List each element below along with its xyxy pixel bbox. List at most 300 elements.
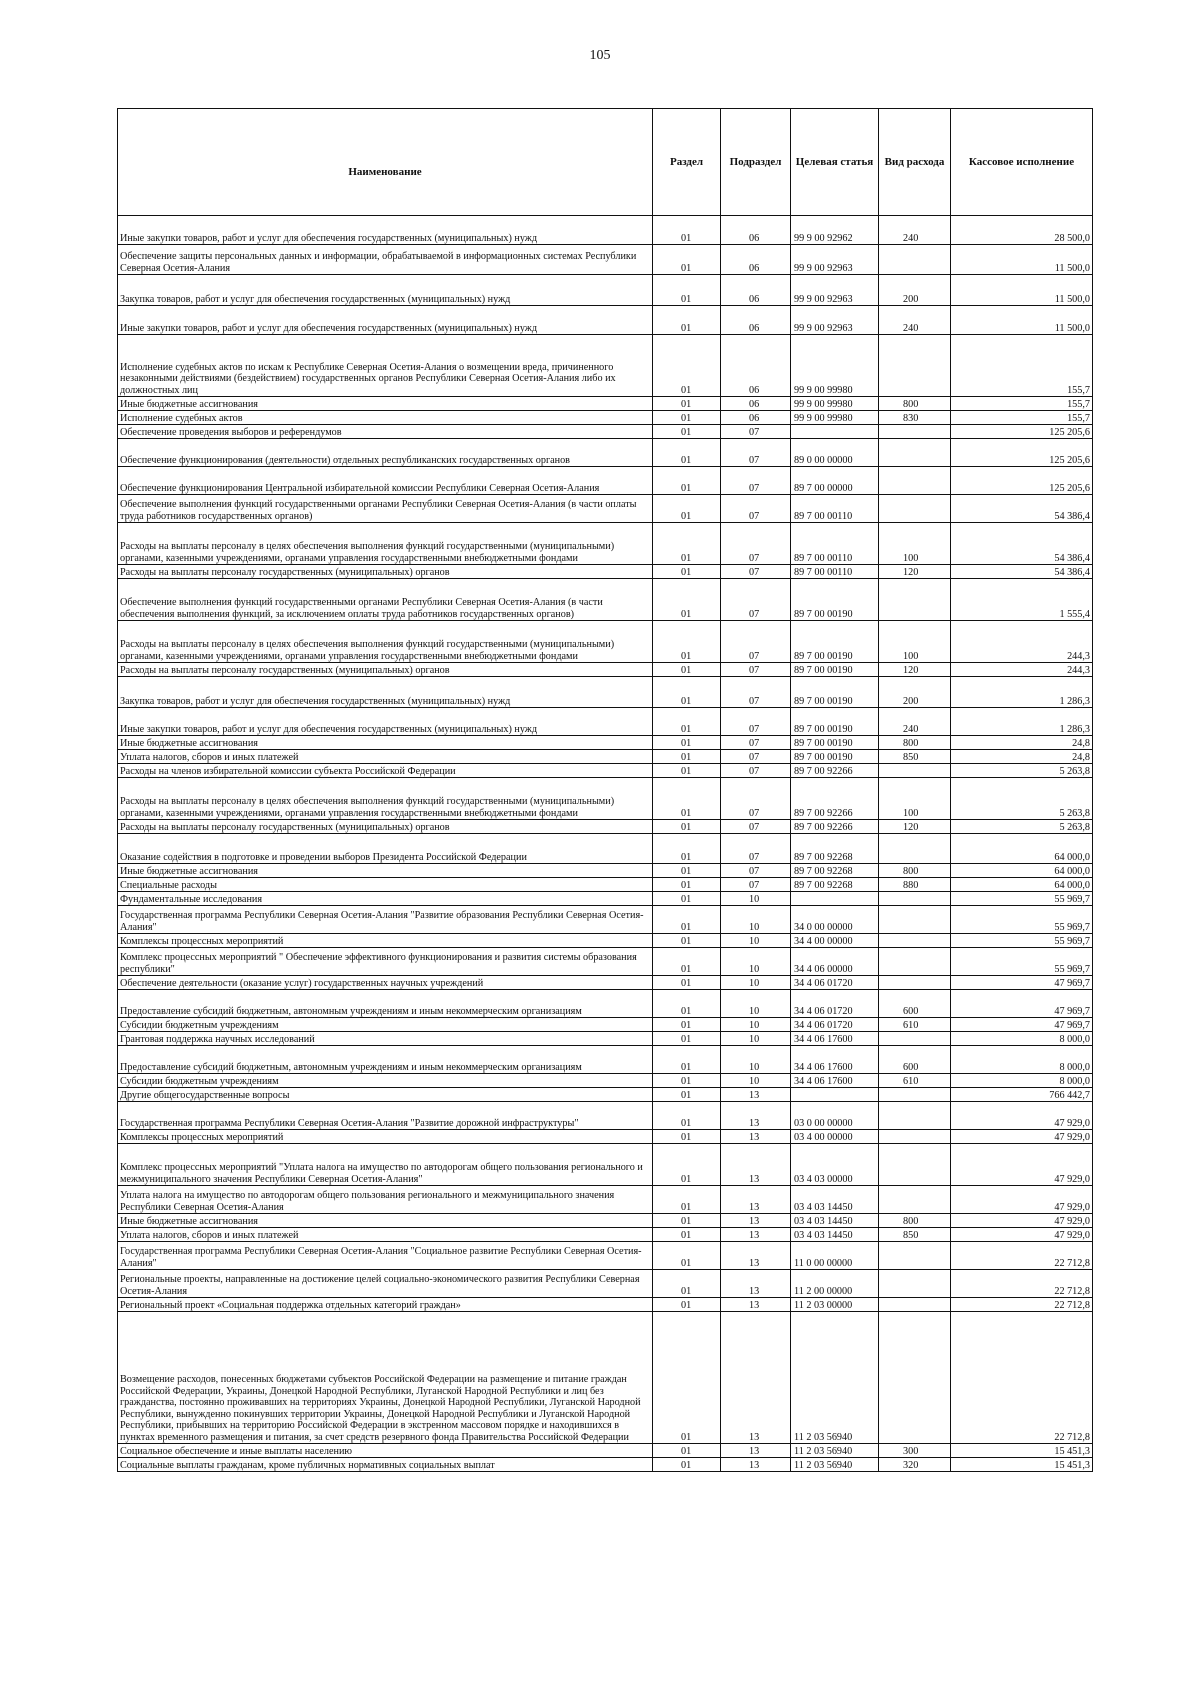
row-section: 01 [653, 467, 721, 495]
row-name: Обеспечение проведения выборов и референдумов [118, 425, 653, 439]
header-target: Целевая статья [791, 109, 879, 216]
row-amount: 11 500,0 [951, 306, 1093, 335]
row-amount: 22 712,8 [951, 1298, 1093, 1312]
row-subsection: 07 [721, 820, 791, 834]
table-row [118, 1270, 1093, 1298]
row-name: Другие общегосударственные вопросы [118, 1088, 653, 1102]
row-subsection: 13 [721, 1298, 791, 1312]
table-row [118, 834, 1093, 864]
row-subsection: 07 [721, 663, 791, 677]
row-subsection: 13 [721, 1130, 791, 1144]
row-vid [879, 892, 951, 906]
row-subsection: 10 [721, 976, 791, 990]
row-target: 03 4 00 00000 [791, 1130, 879, 1144]
row-section: 01 [653, 1074, 721, 1088]
row-target: 99 9 00 92962 [791, 216, 879, 245]
row-subsection: 06 [721, 306, 791, 335]
row-target: 03 0 00 00000 [791, 1102, 879, 1130]
row-vid: 100 [879, 523, 951, 565]
row-subsection: 07 [721, 708, 791, 736]
row-section: 01 [653, 764, 721, 778]
row-vid [879, 495, 951, 523]
row-subsection: 07 [721, 439, 791, 467]
row-subsection: 07 [721, 565, 791, 579]
row-vid [879, 948, 951, 976]
row-target: 89 7 00 00110 [791, 523, 879, 565]
table-row [118, 1144, 1093, 1186]
row-target: 11 2 03 56940 [791, 1312, 879, 1444]
row-target: 89 7 00 92266 [791, 820, 879, 834]
row-section: 01 [653, 663, 721, 677]
row-amount: 54 386,4 [951, 495, 1093, 523]
row-section: 01 [653, 216, 721, 245]
row-vid [879, 934, 951, 948]
row-section: 01 [653, 1458, 721, 1472]
row-name: Расходы на членов избирательной комиссии субъекта Российской Федерации [118, 764, 653, 778]
row-section: 01 [653, 1242, 721, 1270]
row-section: 01 [653, 934, 721, 948]
table-row [118, 621, 1093, 663]
table-row [118, 411, 1093, 425]
row-subsection: 13 [721, 1186, 791, 1214]
row-section: 01 [653, 906, 721, 934]
table-row [118, 1074, 1093, 1088]
row-amount: 11 500,0 [951, 275, 1093, 306]
row-vid [879, 1102, 951, 1130]
row-vid: 800 [879, 736, 951, 750]
row-target: 89 7 00 00190 [791, 579, 879, 621]
row-name: Расходы на выплаты персоналу в целях обеспечения выполнения функций государственными (муниципальными) органами, казенными учреждениями, органами управления государственными внебюджетными фондами [118, 778, 653, 820]
row-name: Уплата налогов, сборов и иных платежей [118, 1228, 653, 1242]
row-section: 01 [653, 778, 721, 820]
row-target [791, 425, 879, 439]
row-amount: 15 451,3 [951, 1444, 1093, 1458]
row-amount: 125 205,6 [951, 439, 1093, 467]
row-amount: 64 000,0 [951, 878, 1093, 892]
row-target: 03 4 03 00000 [791, 1144, 879, 1186]
row-name: Субсидии бюджетным учреждениям [118, 1018, 653, 1032]
row-name: Иные закупки товаров, работ и услуг для обеспечения государственных (муниципальных) нужд [118, 708, 653, 736]
header-section: Раздел [653, 109, 721, 216]
row-vid: 850 [879, 1228, 951, 1242]
row-target: 03 4 03 14450 [791, 1186, 879, 1214]
row-name: Обеспечение защиты персональных данных и информации, обрабатываемой в информационных системах Республики Северная Осетия-Алания [118, 245, 653, 275]
row-target: 99 9 00 99980 [791, 335, 879, 397]
row-name: Исполнение судебных актов по искам к Республике Северная Осетия-Алания о возмещении вреда, причиненного незаконными действиями (бездействием) государственных органов Республики Северная Осетия-Алания либо их должностных лиц [118, 335, 653, 397]
row-subsection: 06 [721, 335, 791, 397]
row-subsection: 07 [721, 778, 791, 820]
row-amount: 8 000,0 [951, 1032, 1093, 1046]
row-section: 01 [653, 820, 721, 834]
table-row [118, 1298, 1093, 1312]
row-amount: 766 442,7 [951, 1088, 1093, 1102]
row-section: 01 [653, 523, 721, 565]
row-subsection: 07 [721, 523, 791, 565]
row-target [791, 1088, 879, 1102]
row-subsection: 10 [721, 934, 791, 948]
row-target: 99 9 00 92963 [791, 275, 879, 306]
row-subsection: 07 [721, 677, 791, 708]
table-row [118, 906, 1093, 934]
row-amount: 22 712,8 [951, 1242, 1093, 1270]
row-amount: 5 263,8 [951, 778, 1093, 820]
row-subsection: 06 [721, 216, 791, 245]
table-row [118, 864, 1093, 878]
row-name: Обеспечение функционирования Центральной избирательной комиссии Республики Северная Осетия-Алания [118, 467, 653, 495]
row-amount: 22 712,8 [951, 1270, 1093, 1298]
row-target [791, 892, 879, 906]
row-section: 01 [653, 397, 721, 411]
row-section: 01 [653, 306, 721, 335]
row-name: Иные бюджетные ассигнования [118, 736, 653, 750]
row-name: Государственная программа Республики Северная Осетия-Алания "Развитие образования Республики Северная Осетия-Алания" [118, 906, 653, 934]
row-target: 03 4 03 14450 [791, 1228, 879, 1242]
table-row [118, 467, 1093, 495]
row-vid: 850 [879, 750, 951, 764]
row-section: 01 [653, 990, 721, 1018]
row-target: 89 7 00 92268 [791, 878, 879, 892]
row-subsection: 10 [721, 990, 791, 1018]
row-target: 89 7 00 92266 [791, 778, 879, 820]
row-name: Комплексы процессных мероприятий [118, 934, 653, 948]
row-target: 99 9 00 92963 [791, 245, 879, 275]
row-vid [879, 1242, 951, 1270]
row-section: 01 [653, 579, 721, 621]
row-subsection: 07 [721, 621, 791, 663]
row-name: Социальные выплаты гражданам, кроме публичных нормативных социальных выплат [118, 1458, 653, 1472]
header-subsection: Подраздел [721, 109, 791, 216]
row-amount: 47 929,0 [951, 1186, 1093, 1214]
row-vid [879, 764, 951, 778]
table-row [118, 892, 1093, 906]
row-subsection: 07 [721, 467, 791, 495]
row-vid: 200 [879, 677, 951, 708]
row-section: 01 [653, 1444, 721, 1458]
table-row [118, 1032, 1093, 1046]
table-row [118, 1018, 1093, 1032]
row-name: Закупка товаров, работ и услуг для обеспечения государственных (муниципальных) нужд [118, 677, 653, 708]
row-section: 01 [653, 1298, 721, 1312]
row-section: 01 [653, 677, 721, 708]
row-name: Обеспечение выполнения функций государственными органами Республики Северная Осетия-Алания (в части оплаты труда работников государственных органов) [118, 495, 653, 523]
row-amount: 155,7 [951, 397, 1093, 411]
table-row [118, 1102, 1093, 1130]
table-row [118, 306, 1093, 335]
row-subsection: 07 [721, 750, 791, 764]
row-amount: 47 929,0 [951, 1214, 1093, 1228]
row-vid [879, 467, 951, 495]
row-name: Уплата налогов, сборов и иных платежей [118, 750, 653, 764]
row-vid: 120 [879, 565, 951, 579]
row-subsection: 07 [721, 495, 791, 523]
table-row [118, 1242, 1093, 1270]
table-row [118, 878, 1093, 892]
row-name: Обеспечение деятельности (оказание услуг) государственных научных учреждений [118, 976, 653, 990]
table-row [118, 1312, 1093, 1444]
row-name: Субсидии бюджетным учреждениям [118, 1074, 653, 1088]
row-target: 34 4 06 17600 [791, 1032, 879, 1046]
row-target: 89 7 00 92268 [791, 834, 879, 864]
row-section: 01 [653, 892, 721, 906]
table-row [118, 736, 1093, 750]
table-row [118, 245, 1093, 275]
row-name: Расходы на выплаты персоналу в целях обеспечения выполнения функций государственными (муниципальными) органами, казенными учреждениями, органами управления государственными внебюджетными фондами [118, 621, 653, 663]
row-name: Иные бюджетные ассигнования [118, 864, 653, 878]
row-subsection: 10 [721, 892, 791, 906]
budget-execution-table [117, 108, 1093, 1472]
row-target: 89 7 00 00190 [791, 736, 879, 750]
row-name: Уплата налога на имущество по автодорогам общего пользования регионального и межмуниципального значения Республики Северная Осетия-Алания [118, 1186, 653, 1214]
row-vid: 240 [879, 306, 951, 335]
row-amount: 28 500,0 [951, 216, 1093, 245]
row-subsection: 07 [721, 425, 791, 439]
row-vid: 120 [879, 820, 951, 834]
row-section: 01 [653, 439, 721, 467]
row-subsection: 06 [721, 275, 791, 306]
table-body [118, 216, 1093, 1472]
table-row [118, 820, 1093, 834]
row-target: 11 2 03 56940 [791, 1444, 879, 1458]
row-name: Исполнение судебных актов [118, 411, 653, 425]
row-subsection: 07 [721, 579, 791, 621]
row-subsection: 13 [721, 1312, 791, 1444]
row-subsection: 07 [721, 834, 791, 864]
row-vid [879, 335, 951, 397]
row-target: 89 0 00 00000 [791, 439, 879, 467]
row-name: Расходы на выплаты персоналу государственных (муниципальных) органов [118, 820, 653, 834]
row-subsection: 07 [721, 878, 791, 892]
table-row [118, 976, 1093, 990]
row-amount: 55 969,7 [951, 906, 1093, 934]
row-vid: 100 [879, 778, 951, 820]
row-vid [879, 1032, 951, 1046]
row-section: 01 [653, 736, 721, 750]
row-name: Расходы на выплаты персоналу государственных (муниципальных) органов [118, 663, 653, 677]
row-target: 34 4 00 00000 [791, 934, 879, 948]
row-vid [879, 1088, 951, 1102]
row-vid [879, 1130, 951, 1144]
row-vid: 610 [879, 1074, 951, 1088]
row-name: Комплексы процессных мероприятий [118, 1130, 653, 1144]
row-subsection: 13 [721, 1444, 791, 1458]
row-target: 99 9 00 92963 [791, 306, 879, 335]
row-amount: 11 500,0 [951, 245, 1093, 275]
row-vid [879, 1270, 951, 1298]
row-vid [879, 834, 951, 864]
row-target: 34 4 06 01720 [791, 976, 879, 990]
table-row [118, 523, 1093, 565]
table-row [118, 1444, 1093, 1458]
row-amount: 8 000,0 [951, 1046, 1093, 1074]
row-section: 01 [653, 1046, 721, 1074]
row-subsection: 13 [721, 1270, 791, 1298]
row-section: 01 [653, 878, 721, 892]
row-subsection: 06 [721, 411, 791, 425]
table-row [118, 1046, 1093, 1074]
row-name: Региональные проекты, направленные на достижение целей социально-экономического развития Республики Северная Осетия-Алания [118, 1270, 653, 1298]
row-vid: 600 [879, 990, 951, 1018]
row-name: Комплекс процессных мероприятий " Обеспечение эффективного функционирования и развития системы образования республики" [118, 948, 653, 976]
row-amount: 47 929,0 [951, 1228, 1093, 1242]
row-vid: 100 [879, 621, 951, 663]
row-amount: 1 555,4 [951, 579, 1093, 621]
row-vid [879, 1312, 951, 1444]
row-amount: 47 969,7 [951, 976, 1093, 990]
header-vid: Вид расхода [879, 109, 951, 216]
row-name: Расходы на выплаты персоналу в целях обеспечения выполнения функций государственными (муниципальными) органами, казенными учреждениями, органами управления государственными внебюджетными фондами [118, 523, 653, 565]
table-row [118, 275, 1093, 306]
row-amount: 1 286,3 [951, 708, 1093, 736]
row-section: 01 [653, 1102, 721, 1130]
table-row [118, 934, 1093, 948]
table-row [118, 990, 1093, 1018]
row-name: Специальные расходы [118, 878, 653, 892]
header-name: Наименование [118, 109, 653, 216]
row-name: Предоставление субсидий бюджетным, автономным учреждениям и иным некоммерческим организациям [118, 990, 653, 1018]
row-name: Иные бюджетные ассигнования [118, 397, 653, 411]
row-vid [879, 1186, 951, 1214]
row-amount: 54 386,4 [951, 565, 1093, 579]
row-vid [879, 1144, 951, 1186]
row-amount: 125 205,6 [951, 425, 1093, 439]
row-vid: 800 [879, 397, 951, 411]
row-target: 11 2 00 00000 [791, 1270, 879, 1298]
row-amount: 47 969,7 [951, 1018, 1093, 1032]
row-target: 89 7 00 00190 [791, 621, 879, 663]
table-row [118, 335, 1093, 397]
row-vid: 320 [879, 1458, 951, 1472]
row-vid: 240 [879, 708, 951, 736]
row-section: 01 [653, 1144, 721, 1186]
row-name: Закупка товаров, работ и услуг для обеспечения государственных (муниципальных) нужд [118, 275, 653, 306]
table-row [118, 397, 1093, 411]
row-vid: 800 [879, 1214, 951, 1228]
row-vid [879, 425, 951, 439]
table-row [118, 439, 1093, 467]
row-subsection: 10 [721, 948, 791, 976]
row-name: Региональный проект «Социальная поддержка отдельных категорий граждан» [118, 1298, 653, 1312]
row-section: 01 [653, 1312, 721, 1444]
row-subsection: 13 [721, 1242, 791, 1270]
row-section: 01 [653, 495, 721, 523]
row-vid: 240 [879, 216, 951, 245]
row-vid [879, 439, 951, 467]
row-amount: 5 263,8 [951, 820, 1093, 834]
row-section: 01 [653, 1130, 721, 1144]
row-vid: 120 [879, 663, 951, 677]
row-name: Комплекс процессных мероприятий "Уплата налога на имущество по автодорогам общего пользования регионального и межмуниципального значения Республики Северная Осетия-Алания" [118, 1144, 653, 1186]
row-amount: 47 929,0 [951, 1144, 1093, 1186]
row-name: Обеспечение выполнения функций государственными органами Республики Северная Осетия-Алания (в части обеспечения выполнения функций, за исключением оплаты труда работников государственных органов) [118, 579, 653, 621]
row-amount: 5 263,8 [951, 764, 1093, 778]
row-target: 34 4 06 00000 [791, 948, 879, 976]
page-number: 105 [589, 48, 611, 63]
row-vid [879, 245, 951, 275]
row-amount: 55 969,7 [951, 934, 1093, 948]
row-target: 99 9 00 99980 [791, 397, 879, 411]
row-vid: 200 [879, 275, 951, 306]
row-subsection: 10 [721, 1032, 791, 1046]
row-section: 01 [653, 335, 721, 397]
row-vid [879, 906, 951, 934]
row-name: Иные бюджетные ассигнования [118, 1214, 653, 1228]
row-amount: 64 000,0 [951, 834, 1093, 864]
row-name: Государственная программа Республики Северная Осетия-Алания "Развитие дорожной инфраструктуры" [118, 1102, 653, 1130]
row-section: 01 [653, 411, 721, 425]
row-section: 01 [653, 948, 721, 976]
row-vid: 300 [879, 1444, 951, 1458]
table-row [118, 663, 1093, 677]
table-row [118, 750, 1093, 764]
row-section: 01 [653, 1270, 721, 1298]
table-row [118, 1186, 1093, 1214]
row-amount: 22 712,8 [951, 1312, 1093, 1444]
row-amount: 54 386,4 [951, 523, 1093, 565]
row-target: 89 7 00 00000 [791, 467, 879, 495]
row-subsection: 06 [721, 245, 791, 275]
row-subsection: 13 [721, 1144, 791, 1186]
table-row [118, 495, 1093, 523]
row-amount: 8 000,0 [951, 1074, 1093, 1088]
row-target: 03 4 03 14450 [791, 1214, 879, 1228]
row-vid: 830 [879, 411, 951, 425]
row-target: 11 0 00 00000 [791, 1242, 879, 1270]
row-subsection: 10 [721, 1046, 791, 1074]
table-row [118, 764, 1093, 778]
row-amount: 244,3 [951, 621, 1093, 663]
row-target: 89 7 00 00190 [791, 750, 879, 764]
table-row [118, 216, 1093, 245]
row-subsection: 07 [721, 764, 791, 778]
table-row [118, 1130, 1093, 1144]
row-section: 01 [653, 1228, 721, 1242]
row-vid [879, 1298, 951, 1312]
row-name: Социальное обеспечение и иные выплаты населению [118, 1444, 653, 1458]
row-vid: 880 [879, 878, 951, 892]
table-row [118, 1228, 1093, 1242]
header-amount: Кассовое исполнение [951, 109, 1093, 216]
row-amount: 24,8 [951, 736, 1093, 750]
row-amount: 55 969,7 [951, 892, 1093, 906]
row-subsection: 07 [721, 736, 791, 750]
row-subsection: 13 [721, 1458, 791, 1472]
row-section: 01 [653, 621, 721, 663]
row-name: Иные закупки товаров, работ и услуг для обеспечения государственных (муниципальных) нужд [118, 306, 653, 335]
table-row [118, 948, 1093, 976]
row-target: 34 4 06 01720 [791, 1018, 879, 1032]
table-row [118, 425, 1093, 439]
row-section: 01 [653, 976, 721, 990]
row-target: 34 4 06 17600 [791, 1074, 879, 1088]
row-target: 34 4 06 17600 [791, 1046, 879, 1074]
row-section: 01 [653, 1032, 721, 1046]
table-row [118, 579, 1093, 621]
row-amount: 155,7 [951, 411, 1093, 425]
row-name: Обеспечение функционирования (деятельности) отдельных республиканских государственных органов [118, 439, 653, 467]
table-row [118, 565, 1093, 579]
row-subsection: 13 [721, 1214, 791, 1228]
row-amount: 125 205,6 [951, 467, 1093, 495]
row-name: Государственная программа Республики Северная Осетия-Алания "Социальное развитие Республики Северная Осетия-Алания" [118, 1242, 653, 1270]
row-name: Расходы на выплаты персоналу государственных (муниципальных) органов [118, 565, 653, 579]
table-row [118, 708, 1093, 736]
row-amount: 47 969,7 [951, 990, 1093, 1018]
row-name: Оказание содействия в подготовке и проведении выборов Президента Российской Федерации [118, 834, 653, 864]
row-section: 01 [653, 750, 721, 764]
row-amount: 24,8 [951, 750, 1093, 764]
row-section: 01 [653, 1214, 721, 1228]
row-section: 01 [653, 245, 721, 275]
